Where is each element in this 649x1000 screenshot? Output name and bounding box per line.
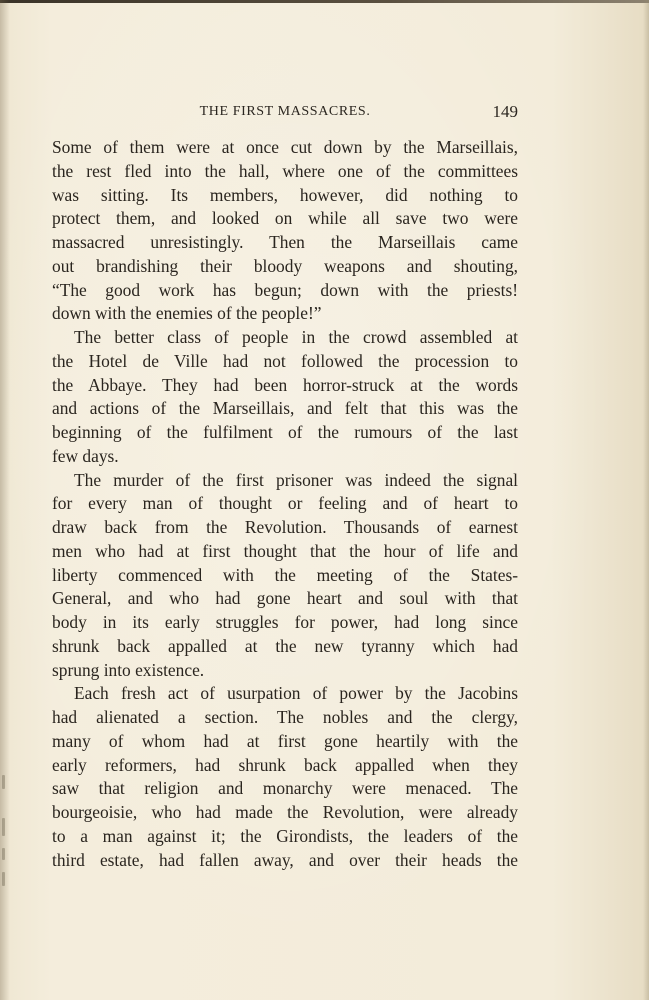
text-line: was sitting. Its members, however, did nothing to [52, 184, 518, 205]
text-line: massacred unresistingly. Then the Marseillais came [52, 232, 518, 252]
margin-mark [2, 818, 5, 836]
margin-mark [2, 872, 5, 886]
text-line: Each fresh act of usurpation of power by the Jacobins [74, 683, 518, 704]
text-line: bourgeoisie, who had made the Revolution, were already [52, 802, 518, 822]
margin-mark [2, 775, 5, 789]
text-line: draw back from the Revolution. Thousands of earnest [52, 517, 518, 537]
text-line: early reformers, had shrunk back appalled when they [52, 754, 518, 775]
text-line: and actions of the Marseillais, and felt that this was the [52, 398, 518, 419]
text-line: the Abbaye. They had been horror-struck at the words [52, 374, 518, 395]
text-line: to a man against it; the Girondists, the leaders of the [52, 825, 518, 846]
text-line: liberty commenced with the meeting of the States- [52, 564, 518, 585]
text-line: protect them, and looked on while all save two were [52, 208, 518, 229]
text-line: men who had at first thought that the hour of life and [52, 540, 518, 561]
text-line: The better class of people in the crowd assembled at [74, 327, 518, 347]
running-title: THE FIRST MASSACRES. [199, 104, 371, 119]
page-right-edge [643, 0, 649, 1000]
text-line: third estate, had fallen away, and over their heads the [52, 849, 518, 870]
text-line: for every man of thought or feeling and of heart to [52, 493, 518, 514]
text-line: the Hotel de Ville had not followed the procession to [52, 350, 518, 371]
page-header [52, 101, 518, 123]
text-line: body in its early struggles for power, had long since [52, 612, 518, 632]
text-line: few days. [52, 445, 119, 466]
text-line: down with the enemies of the people!” [52, 303, 322, 324]
text-line: out brandishing their bloody weapons and shouting, [52, 255, 518, 276]
text-line: many of whom had at first gone heartily with the [52, 730, 518, 751]
text-line: The murder of the first prisoner was indeed the signal [74, 469, 518, 490]
text-line: had alienated a section. The nobles and the clergy, [52, 707, 518, 727]
text-line: Some of them were at once cut down by the Marseillais, [52, 137, 518, 157]
text-line: “The good work has begun; down with the priests! [52, 279, 518, 300]
text-line: shrunk back appalled at the new tyranny which had [52, 635, 518, 656]
text-line: sprung into existence. [52, 659, 205, 680]
text-line: General, and who had gone heart and soul with that [52, 588, 518, 609]
page-top-edge [0, 0, 649, 3]
text-line: saw that religion and monarchy were menaced. The [52, 778, 518, 799]
margin-mark [2, 848, 5, 860]
body-text [52, 136, 518, 872]
text-line: beginning of the fulfilment of the rumours of the last [52, 422, 518, 442]
text-line: the rest fled into the hall, where one of the committees [52, 160, 518, 181]
page-number: 149 [492, 102, 518, 121]
